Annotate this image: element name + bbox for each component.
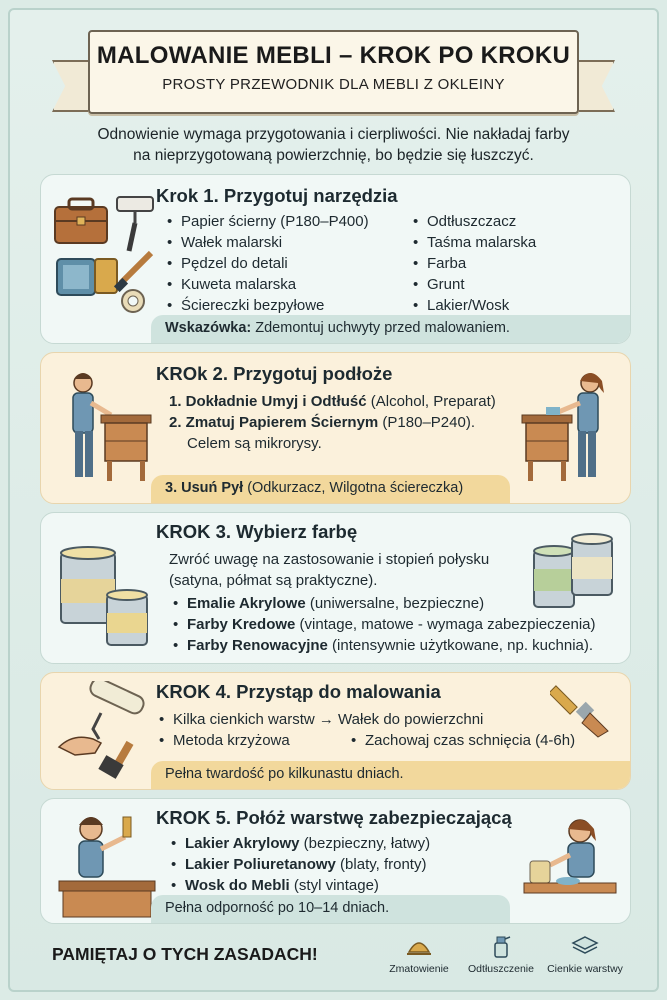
person-cleaning-icon [55, 369, 155, 489]
item-text: (intensywnie użytkowane, np. kuchnia). [327, 637, 594, 654]
list-item: • Farba [413, 253, 536, 274]
tip-text: Zdemontuj uchwyty przed malowaniem. [251, 320, 510, 336]
paint-cans-icon [55, 543, 155, 653]
list-item: • Kuweta malarska [167, 274, 369, 295]
page-title: MALOWANIE MEBLI – KROK PO KROKU [96, 42, 571, 69]
list-item [173, 593, 596, 614]
step-3-list [173, 593, 596, 656]
step-5-title: KROK 5. Połóż warstwę zabezpieczającą [156, 807, 512, 828]
item-text: (blaty, fronty) [335, 856, 427, 873]
list-item [173, 614, 596, 635]
item-text: (uniwersalne, bezpieczne) [305, 595, 485, 612]
step-1-title: Krok 1. Przygotuj narzędzia [156, 185, 398, 206]
footer-item-sanding [374, 934, 464, 975]
step-4-title: KROK 4. Przystąp do malowania [156, 681, 441, 702]
list-item: • Metoda krzyżowa [159, 730, 483, 751]
footer-item-thin-layers [540, 934, 630, 975]
list-item: • Ściereczki bezpyłowe [167, 295, 369, 316]
footer-item-label: Cienkie warstwy [547, 963, 623, 975]
footer-title: PAMIĘTAJ O TYCH ZASADACH! [52, 944, 318, 964]
list-item [171, 833, 430, 854]
step-2-list [169, 391, 496, 454]
step-5-list [171, 833, 430, 896]
step-3-description [169, 549, 489, 591]
list-item: • Kilka cienkich warstw → Wałek do powierzchni [159, 709, 483, 730]
step-3-card [40, 512, 631, 664]
person-varnishing-icon [53, 809, 163, 921]
list-item: • Odtłuszczacz [413, 211, 536, 232]
step-2-bar [151, 475, 510, 503]
description-line: Zwróć uwagę na zastosowanie i stopień połysku [169, 551, 490, 568]
list-item [171, 854, 430, 875]
step-1-list-right [413, 211, 536, 316]
person-sanding-icon [516, 369, 616, 489]
step-1-card [40, 174, 631, 344]
item-bold: Farby Kredowe [187, 616, 296, 633]
roller-brush-icon [53, 681, 153, 785]
item-bold: Farby Renowacyjne [187, 637, 328, 654]
item-bold: Emalie Akrylowe [187, 595, 306, 612]
item-bold: 1. Dokładnie Umyj i Odtłuść [169, 393, 367, 410]
item-bold: 2. Zmatuj Papierem Ściernym [169, 414, 379, 431]
item-bold: Lakier Akrylowy [185, 835, 300, 852]
footer [40, 930, 631, 986]
step-4-list-right [351, 730, 575, 751]
item-text: (bezpieczny, łatwy) [299, 835, 431, 852]
step-2-card [40, 352, 631, 504]
layers-icon [571, 934, 599, 958]
step-5-card [40, 798, 631, 924]
item-bold: 3. Usuń Pył [165, 480, 244, 496]
step-4-card [40, 672, 631, 790]
person-waxing-icon [520, 813, 620, 913]
footer-item-label: Zmatowienie [389, 963, 449, 975]
sanding-icon [405, 934, 433, 958]
step-4-bar: Pełna twardość po kilkunastu dniach. [151, 761, 630, 789]
item-text: (styl vintage) [289, 877, 379, 894]
list-item [171, 875, 430, 896]
item-text: (Alcohol, Preparat) [366, 393, 496, 410]
step-5-bar: Pełna odporność po 10–14 dniach. [151, 895, 510, 923]
item-text: (vintage, matowe - wymaga zabezpieczenia) [295, 616, 596, 633]
list-item: • Zachowaj czas schnięcia (4-6h) [351, 730, 575, 751]
list-item: • Lakier/Wosk [413, 295, 536, 316]
item-text: (Odkurzacz, Wilgotna ściereczka) [243, 480, 464, 496]
step-2-item-2-note: Celem są mikrorysy. [187, 435, 322, 452]
step-2-item-2 [169, 412, 496, 433]
intro-line-2: na nieprzygotowaną powierzchnię, bo będzie się łuszczyć. [133, 147, 534, 164]
banner-plate [88, 30, 579, 114]
list-item: • Wałek malarski [167, 232, 369, 253]
step-3-title: KROK 3. Wybierz farbę [156, 521, 358, 542]
footer-item-label: Odtłuszczenie [468, 963, 534, 975]
step-2-item-1 [169, 391, 496, 412]
spray-bottle-icon [489, 934, 513, 958]
list-item: • Taśma malarska [413, 232, 536, 253]
item-bold: Lakier Poliuretanowy [185, 856, 336, 873]
intro-line-1: Odnowienie wymaga przygotowania i cierpliwości. Nie nakładaj farby [97, 126, 570, 143]
tip-label: Wskazówka: [165, 320, 252, 336]
item-text: (P180–P240). [378, 414, 475, 431]
list-item: • Grunt [413, 274, 536, 295]
title-banner [70, 30, 597, 120]
list-item [173, 635, 596, 656]
footer-item-degreasing [456, 934, 546, 975]
tools-icon [51, 193, 161, 313]
step-1-list-left [167, 211, 369, 316]
list-item: • Pędzel do detali [167, 253, 369, 274]
intro-text [40, 124, 627, 166]
step-2-title: KROk 2. Przygotuj podłoże [156, 363, 393, 384]
description-line: (satyna, półmat są praktyczne). [169, 572, 378, 589]
page-subtitle: PROSTY PRZEWODNIK DLA MEBLI Z OKLEINY [162, 76, 505, 93]
item-bold: Wosk do Mebli [185, 877, 290, 894]
list-item: • Papier ścierny (P180–P400) [167, 211, 369, 232]
step-1-tip [151, 315, 630, 343]
